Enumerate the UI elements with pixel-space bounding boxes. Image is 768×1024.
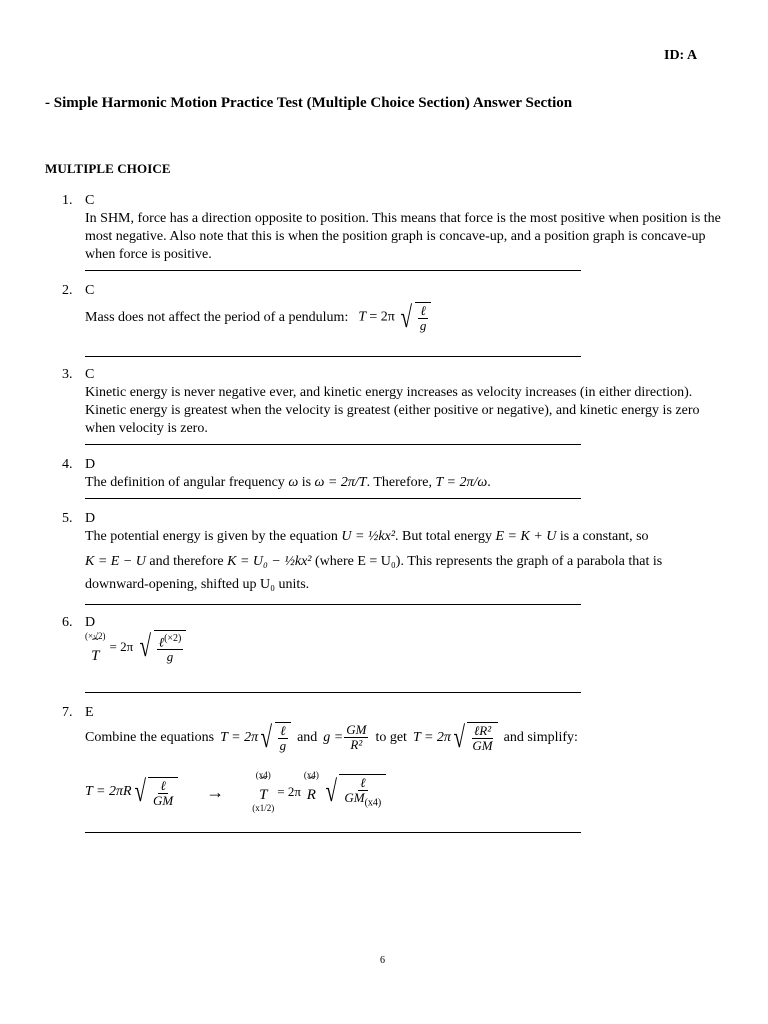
sqrt [398,302,431,333]
explanation-text: The potential energy is given by the equation [85,529,342,544]
explanation-text: is [298,475,315,490]
fraction [278,724,289,753]
denominator [342,791,383,811]
section-heading: MULTIPLE CHOICE [45,161,171,176]
explanation-text: . But total energy [395,529,496,544]
question-number: 7. [62,705,73,720]
sqrt [132,777,179,808]
fraction [470,724,494,753]
omega-symbol: ω [288,475,299,490]
explanation-text: . Therefore, [366,475,436,490]
scale-annotation: (×√2) [85,630,106,641]
question-explanation [85,302,725,333]
question-number: 4. [62,457,73,472]
fraction [342,776,383,811]
question-explanation-line-1 [85,528,725,546]
explanation-text: Combine the equations [85,729,215,745]
numerator: GM [346,722,367,737]
sqrt [258,722,291,753]
numerator: ℓ [420,303,426,318]
explanation-text: to get [375,729,407,745]
radius-symbol: R [306,787,316,803]
explanation-text: is a constant, so [556,529,649,544]
radical-sign: √ [260,720,273,754]
question-answer: D [85,615,96,630]
scale-annotation: (×2) [164,633,182,644]
question-answer: C [85,193,95,208]
kinetic-energy-equation: K = E − U [85,554,146,569]
question-number: 2. [62,283,73,298]
scale-annotation: (x4) [255,770,271,780]
denominator: g [419,318,427,333]
scale-annotation: (x4) [364,797,382,809]
equation-operator: = 2π [277,784,301,799]
denominator: g [166,649,174,665]
potential-energy-equation: U = ½kx² [341,529,396,544]
fraction [418,304,429,333]
radical-sign: √ [134,775,146,808]
radical-sign: √ [325,775,337,808]
combine-equations-line [85,722,725,753]
pendulum-equation: T = 2π [220,729,259,745]
equation-operator: = 2π [109,639,134,655]
explanation-text: The definition of angular frequency [85,475,289,490]
scaled-period [85,631,106,664]
question-number: 6. [62,615,73,630]
question-explanation [85,474,725,492]
question-explanation: In SHM, force has a direction opposite to position. This means that force is the most positive when position is the most negative. Also note that this is when the position graph is concave-up, and a position graph is concave-up when force is positive. [85,211,721,262]
explanation-text: and simplify: [503,729,578,745]
scaled-radius [304,770,319,814]
sqrt [323,774,386,811]
explanation-text: (where E = U₀). This represents the graph of a parabola that is [311,554,663,569]
radical-sign: √ [453,720,465,754]
equation-operator: = 2π [369,309,395,325]
divider [85,444,581,445]
question-answer: C [85,367,95,382]
overbrace: ⏞ [308,778,315,789]
overbrace: ⏞ [260,778,267,789]
kinetic-energy-result: K = U₀ − ½kx² [227,554,312,569]
radical-sign: √ [400,300,413,334]
page-title: - Simple Harmonic Motion Practice Test (Multiple Choice Section) Answer Section [45,95,573,111]
divider [85,832,581,833]
denominator: g [279,738,287,753]
question-number: 1. [62,193,73,208]
divider [85,692,581,693]
denominator: R² [350,737,363,752]
divider [85,604,581,605]
question-explanation: Kinetic energy is never negative ever, and kinetic energy increases as velocity increases (in either direction). Kinetic energy is greatest when the velocity is greatest (either positive or negative), and kinetic energy is zero when velocity is zero. [85,385,700,436]
period-equation: T = 2π/ω [435,475,488,490]
angular-frequency-equation: ω = 2π/T [314,475,367,490]
numerator: ℓ [280,723,286,738]
question-explanation-line-3: downward-opening, shifted up U₀ units. [85,577,310,592]
page-number: 6 [380,955,385,966]
scaled-period [252,770,274,814]
sqrt [137,630,186,664]
explanation-text: . [487,475,491,490]
equation-lhs: T [358,309,366,325]
explanation-text: and therefore [145,554,228,569]
denominator: GM [472,738,493,753]
divider [85,270,581,271]
total-energy-equation: E = K + U [495,529,557,544]
combined-equation: T = 2π [412,729,451,745]
question-answer: D [85,457,96,472]
fraction [151,779,175,808]
numerator: ℓ [360,774,366,790]
simplified-equation-line [85,770,725,814]
period-symbol: T [259,787,268,803]
sqrt [451,722,498,753]
arrow-icon: → [206,782,225,802]
document-id: ID: A [664,48,698,63]
question-number: 3. [62,367,73,382]
period-scaling-equation [85,630,725,664]
numerator: ℓR² [473,723,492,738]
scale-annotation: (x1/2) [252,803,275,813]
scale-annotation: (x4) [303,770,319,780]
question-answer: C [85,283,95,298]
numerator [157,632,184,650]
simplified-equation: T = 2πR [85,784,132,799]
explanation-text: and [297,729,318,745]
divider [85,356,581,357]
question-answer: D [85,511,96,526]
radical-sign: √ [139,630,152,664]
gravity-equation: g = [323,729,344,745]
fraction [157,632,184,664]
overbrace: ⏞ [92,638,99,650]
fraction [344,723,368,752]
divider [85,498,581,499]
denominator: GM [153,792,174,808]
period-equation [358,302,431,333]
question-answer: E [85,705,94,720]
denominator-symbol: GM [344,789,365,805]
question-explanation-line-2 [85,553,725,571]
explanation-text: Mass does not affect the period of a pendulum: [85,309,349,325]
question-number: 5. [62,511,73,526]
numerator: ℓ [160,777,166,793]
length-symbol: ℓ [158,634,165,650]
period-symbol: T [91,647,100,664]
